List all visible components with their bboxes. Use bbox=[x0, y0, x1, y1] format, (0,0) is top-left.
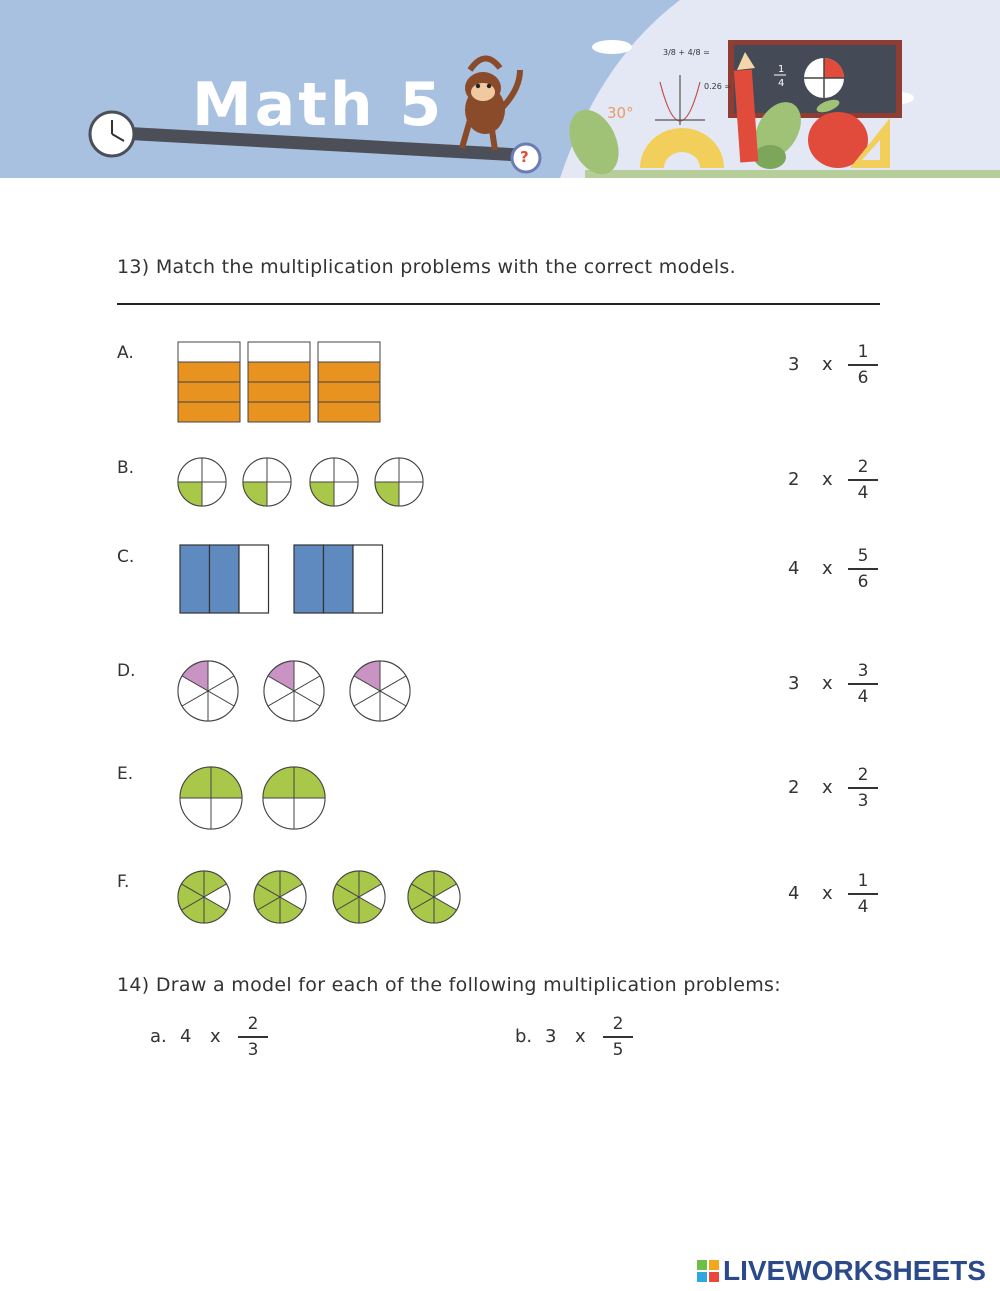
shaded-part bbox=[324, 545, 354, 613]
empty-slice bbox=[267, 458, 291, 482]
numerator: 1 bbox=[857, 342, 869, 362]
draw-problem-a[interactable] bbox=[150, 1014, 350, 1064]
empty-slice bbox=[310, 458, 334, 482]
model-c-rectangles bbox=[176, 543, 388, 615]
times-sign: x bbox=[822, 673, 833, 694]
shaded-part bbox=[318, 382, 380, 402]
times-sign: x bbox=[822, 777, 833, 798]
problem-whole: 4 bbox=[788, 883, 800, 904]
fraction-bar bbox=[848, 787, 878, 789]
denominator: 5 bbox=[612, 1039, 624, 1060]
circle-model bbox=[254, 871, 306, 923]
empty-slice bbox=[180, 798, 211, 829]
fraction bbox=[848, 546, 878, 592]
fraction-bar bbox=[848, 683, 878, 685]
bar-model bbox=[318, 342, 380, 422]
empty-slice bbox=[202, 482, 226, 506]
model-e-circles bbox=[176, 764, 330, 832]
numerator: 2 bbox=[857, 457, 869, 477]
denominator: 3 bbox=[247, 1039, 259, 1060]
fraction bbox=[848, 342, 878, 388]
fraction-bar bbox=[848, 364, 878, 366]
row-label-e: E. bbox=[117, 764, 134, 784]
shaded-slice bbox=[375, 482, 399, 506]
row-label-d: D. bbox=[117, 661, 136, 681]
times-sign: x bbox=[822, 469, 833, 490]
problem-whole: 2 bbox=[788, 777, 800, 798]
empty-slice bbox=[399, 482, 423, 506]
problem-row-5[interactable] bbox=[788, 765, 888, 815]
bar-model bbox=[178, 342, 240, 422]
times-sign: x bbox=[575, 1026, 586, 1047]
circle-model bbox=[333, 871, 385, 923]
chalk-fraction-num: 1 bbox=[778, 64, 785, 75]
shaded-slice bbox=[310, 482, 334, 506]
banner-art bbox=[0, 0, 1000, 178]
row-label-c: C. bbox=[117, 547, 135, 567]
fraction bbox=[848, 457, 878, 503]
numerator: 2 bbox=[857, 765, 869, 785]
times-sign: x bbox=[822, 883, 833, 904]
shaded-slice bbox=[178, 482, 202, 506]
problem-row-3[interactable] bbox=[788, 546, 888, 596]
shaded-part bbox=[294, 545, 324, 613]
shaded-slice bbox=[211, 767, 242, 798]
shaded-part bbox=[178, 382, 240, 402]
fraction-bar bbox=[848, 568, 878, 570]
row-label-f: F. bbox=[117, 872, 130, 892]
circle-model bbox=[243, 458, 291, 506]
shaded-part bbox=[248, 382, 310, 402]
times-sign: x bbox=[822, 558, 833, 579]
problem-whole: 3 bbox=[788, 354, 800, 375]
circle-model bbox=[178, 458, 226, 506]
problem-row-6[interactable] bbox=[788, 871, 888, 921]
shaded-part bbox=[248, 362, 310, 382]
fraction bbox=[238, 1014, 268, 1060]
fraction-bar bbox=[848, 479, 878, 481]
logo-text: LIVEWORKSHEETS bbox=[723, 1255, 986, 1286]
rect-model bbox=[294, 545, 383, 613]
numerator: 1 bbox=[857, 871, 869, 891]
problem-row-1[interactable] bbox=[788, 342, 888, 392]
shaded-part bbox=[178, 402, 240, 422]
times-sign: x bbox=[822, 354, 833, 375]
fraction bbox=[848, 765, 878, 811]
problem-whole: 4 bbox=[788, 558, 800, 579]
model-d-circles bbox=[176, 658, 416, 724]
numerator: 5 bbox=[857, 546, 869, 566]
denominator: 4 bbox=[857, 686, 869, 707]
problem-whole: 3 bbox=[545, 1026, 557, 1047]
logo-blocks-icon bbox=[697, 1260, 719, 1282]
empty-slice bbox=[294, 798, 325, 829]
equation-text: 0.26 = bbox=[704, 82, 732, 91]
circle-model bbox=[375, 458, 423, 506]
denominator: 3 bbox=[857, 790, 869, 811]
empty-slice bbox=[399, 458, 423, 482]
question-13-title: 13) Match the multiplication problems with the correct models. bbox=[117, 256, 736, 278]
chalk-fraction-den: 4 bbox=[778, 78, 785, 89]
rect-model bbox=[180, 545, 269, 613]
problem-row-4[interactable] bbox=[788, 661, 888, 711]
problem-row-2[interactable] bbox=[788, 457, 888, 507]
page-title: Math 5 bbox=[192, 70, 445, 140]
header-banner bbox=[0, 0, 1000, 178]
draw-problem-b[interactable] bbox=[515, 1014, 715, 1064]
fraction bbox=[848, 661, 878, 707]
shaded-part bbox=[180, 545, 210, 613]
denominator: 6 bbox=[857, 367, 869, 388]
item-label: b. bbox=[515, 1026, 533, 1047]
question-mark-text: ? bbox=[520, 148, 529, 166]
empty-slice bbox=[211, 798, 242, 829]
bar-model bbox=[248, 342, 310, 422]
empty-slice bbox=[375, 458, 399, 482]
empty-slice bbox=[334, 458, 358, 482]
circle-model bbox=[178, 871, 230, 923]
empty-part bbox=[248, 342, 310, 362]
circle-model bbox=[264, 661, 324, 721]
shaded-slice bbox=[263, 767, 294, 798]
circle-model bbox=[180, 767, 242, 829]
clock-icon bbox=[90, 112, 134, 156]
circle-model bbox=[350, 661, 410, 721]
model-b-circles bbox=[176, 455, 428, 509]
empty-slice bbox=[263, 798, 294, 829]
numerator: 3 bbox=[857, 661, 869, 681]
empty-slice bbox=[178, 458, 202, 482]
numerator: 2 bbox=[247, 1014, 259, 1034]
denominator: 6 bbox=[857, 571, 869, 592]
shaded-slice bbox=[243, 482, 267, 506]
fraction-bar bbox=[603, 1036, 633, 1038]
empty-slice bbox=[267, 482, 291, 506]
denominator: 4 bbox=[857, 482, 869, 503]
shaded-part bbox=[318, 362, 380, 382]
empty-part bbox=[353, 545, 383, 613]
empty-part bbox=[178, 342, 240, 362]
shaded-part bbox=[178, 362, 240, 382]
empty-slice bbox=[334, 482, 358, 506]
shaded-part bbox=[248, 402, 310, 422]
divider-line bbox=[117, 303, 880, 305]
empty-slice bbox=[243, 458, 267, 482]
shaded-slice bbox=[294, 767, 325, 798]
circle-model bbox=[178, 661, 238, 721]
row-label-b: B. bbox=[117, 458, 135, 478]
circle-model bbox=[408, 871, 460, 923]
svg-text:3/8 + 4/8 =: 3/8 + 4/8 = bbox=[663, 48, 710, 57]
shaded-slice bbox=[180, 767, 211, 798]
circle-model bbox=[263, 767, 325, 829]
denominator: 4 bbox=[857, 896, 869, 917]
question-14-title: 14) Draw a model for each of the following multiplication problems: bbox=[117, 974, 781, 996]
problem-whole: 2 bbox=[788, 469, 800, 490]
empty-slice bbox=[202, 458, 226, 482]
shaded-part bbox=[210, 545, 240, 613]
problem-whole: 3 bbox=[788, 673, 800, 694]
shaded-part bbox=[318, 402, 380, 422]
fraction-bar bbox=[238, 1036, 268, 1038]
problem-whole: 4 bbox=[180, 1026, 192, 1047]
model-f-circles bbox=[176, 868, 466, 926]
fraction-bar bbox=[848, 893, 878, 895]
angle-label: 30° bbox=[607, 104, 634, 122]
row-label-a: A. bbox=[117, 343, 134, 363]
empty-part bbox=[239, 545, 269, 613]
empty-part bbox=[318, 342, 380, 362]
numerator: 2 bbox=[612, 1014, 624, 1034]
model-a-bars bbox=[176, 340, 386, 426]
monkey-icon bbox=[462, 58, 520, 150]
circle-model bbox=[310, 458, 358, 506]
fraction bbox=[603, 1014, 633, 1060]
times-sign: x bbox=[210, 1026, 221, 1047]
item-label: a. bbox=[150, 1026, 167, 1047]
fraction bbox=[848, 871, 878, 917]
